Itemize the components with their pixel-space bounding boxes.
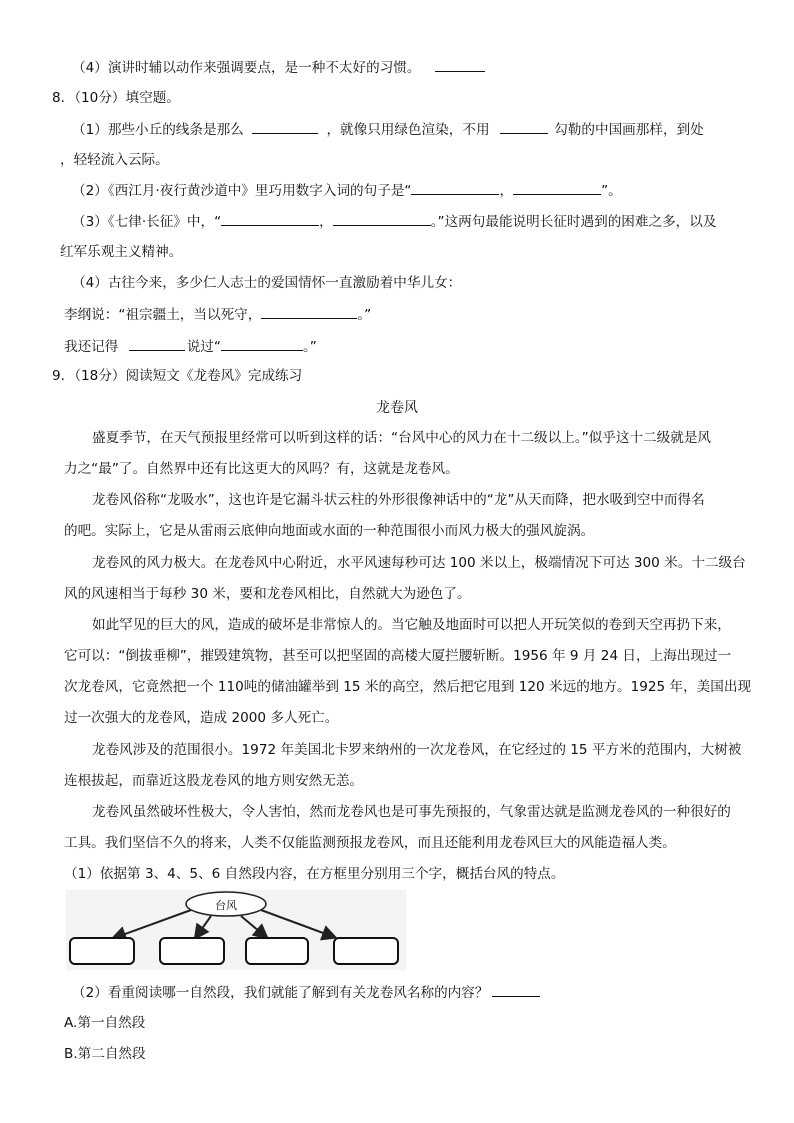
sub-question-1: （1）依据第 3、4、5、6 自然段内容，在方框里分别用三个字，概括台风的特点。: [64, 866, 565, 882]
q8-2-line: [72, 180, 622, 201]
q8-3-text-c: 。”这两句最能说明长征时遇到的困难之多，以及: [430, 214, 717, 230]
q7-4-line: [72, 57, 485, 78]
q8-4-text-a: 李纲说：“祖宗疆土，当以死守，: [64, 307, 262, 323]
answer-blank[interactable]: [411, 180, 499, 195]
passage-p6-line-1: 龙卷风虽然破坏性极大，令人害怕，然而龙卷风也是可事先预报的，气象雷达就是监测龙卷风的一种很好的: [92, 804, 731, 820]
passage-p1-line-1: 盛夏季节，在天气预报里经常可以听到这样的话：“台风中心的风力在十二级以上。”似乎这十二级就是风: [92, 430, 712, 446]
q8-1-text-a: （1）那些小丘的线条是那么: [72, 122, 244, 138]
q8-heading: 8．（10分）填空题。: [52, 90, 180, 106]
passage-p1-line-2: 力之“最”了。自然界中还有比这更大的风吗？有，这就是龙卷风。: [64, 461, 459, 477]
q8-1-text-b: ，就像只用绿色渲染，不用: [326, 122, 490, 138]
q8-4-text-a-end: 。”: [357, 307, 372, 323]
q8-3-line-2: 红军乐观主义精神。: [60, 244, 183, 260]
q7-4-text: （4）演讲时辅以动作来强调要点，是一种不太好的习惯。: [72, 60, 421, 76]
q8-4-text-b1: 我还记得: [64, 339, 119, 355]
q8-2-text-b: ，: [499, 183, 514, 199]
sub-question-2: [72, 982, 540, 1003]
q8-3-text-a: （3）《七律·长征》中，“: [72, 214, 222, 230]
answer-blank[interactable]: [221, 211, 319, 226]
answer-blank[interactable]: [129, 336, 185, 351]
q8-1-text-c: 勾勒的中国画那样，到处: [554, 122, 704, 138]
option-b[interactable]: B.第二自然段: [64, 1046, 146, 1062]
q8-2-text-c: ”。: [601, 183, 622, 199]
q8-3-text-b: ，: [319, 214, 333, 230]
q8-1-line-2: ，轻轻流入云际。: [60, 152, 169, 168]
answer-box-4[interactable]: [334, 938, 398, 964]
passage-p2-line-2: 的吧。实际上，它是从雷雨云底伸向地面或水面的一种范围很小而风力极大的强风旋涡。: [64, 523, 595, 539]
passage-p4-line-4: 过一次强大的龙卷风，造成 2000 多人死亡。: [64, 710, 339, 726]
answer-box-1[interactable]: [70, 938, 134, 964]
q9-heading: 9．（18分）阅读短文《龙卷风》完成练习: [52, 368, 303, 384]
answer-blank[interactable]: [500, 119, 548, 134]
center-node-label: 台风: [215, 899, 237, 912]
answer-blank[interactable]: [435, 57, 485, 72]
passage-p4-line-1: 如此罕见的巨大的风，造成的破坏是非常惊人的。当它触及地面时可以把人开玩笑似的卷到天空再扔下来，: [92, 617, 731, 633]
passage-p5-line-2: 连根拔起，而靠近这股龙卷风的地方则安然无恙。: [64, 773, 364, 789]
q8-2-text-a: （2）《西江月·夜行黄沙道中》里巧用数字入词的句子是“: [72, 183, 412, 199]
q8-4-line-b: [64, 336, 317, 357]
passage-title: 龙卷风: [376, 400, 418, 416]
passage-p4-line-2: 它可以：“倒拔垂柳”，摧毁建筑物，甚至可以把坚固的高楼大厦拦腰斩断。1956 年 9 月 24 日，上海出现过一: [64, 648, 732, 664]
answer-blank[interactable]: [333, 211, 431, 226]
sub-question-2-text: （2）看重阅读哪一自然段，我们就能了解到有关龙卷风名称的内容？: [72, 985, 489, 1001]
passage-p3-line-2: 风的风速相当于每秒 30 米，要和龙卷风相比，自然就大为逊色了。: [64, 586, 471, 602]
answer-blank[interactable]: [221, 336, 303, 351]
typhoon-diagram: [66, 890, 406, 970]
passage-p2-line-1: 龙卷风俗称“龙吸水”，这也许是它漏斗状云柱的外形很像神话中的“龙”从天而降，把水吸到空中而得名: [92, 492, 705, 508]
answer-box-2[interactable]: [160, 938, 224, 964]
passage-p3-line-1: 龙卷风的风力极大。在龙卷风中心附近，水平风速每秒可达 100 米以上，极端情况下可达 300 米。十二级台: [92, 555, 746, 571]
q8-4-text-b3: 。”: [302, 339, 317, 355]
q8-4-line-a: [64, 304, 371, 325]
q8-4-line: （4）古往今来，多少仁人志士的爱国情怀一直激励着中华儿女：: [72, 275, 462, 291]
passage-p6-line-2: 工具。我们坚信不久的将来，人类不仅能监测预报龙卷风，而且还能利用龙卷风巨大的风能造福人类。: [64, 835, 676, 851]
answer-blank[interactable]: [252, 119, 318, 134]
option-a[interactable]: A.第一自然段: [64, 1015, 146, 1031]
q8-1-line: [72, 119, 704, 140]
answer-blank[interactable]: [492, 982, 540, 997]
q8-3-line: [72, 211, 716, 232]
answer-blank[interactable]: [513, 180, 601, 195]
answer-blank[interactable]: [261, 304, 357, 319]
passage-p4-line-3: 次龙卷风，它竟然把一个 110吨的储油罐举到 15 米的高空，然后把它甩到 120 米远的地方。1925 年，美国出现: [64, 679, 752, 695]
answer-box-3[interactable]: [246, 938, 308, 964]
q8-4-text-b2: 说过“: [186, 339, 221, 355]
passage-p5-line-1: 龙卷风涉及的范围很小。1972 年美国北卡罗来纳州的一次龙卷风，在它经过的 15 平方米的范围内，大树被: [92, 742, 742, 758]
